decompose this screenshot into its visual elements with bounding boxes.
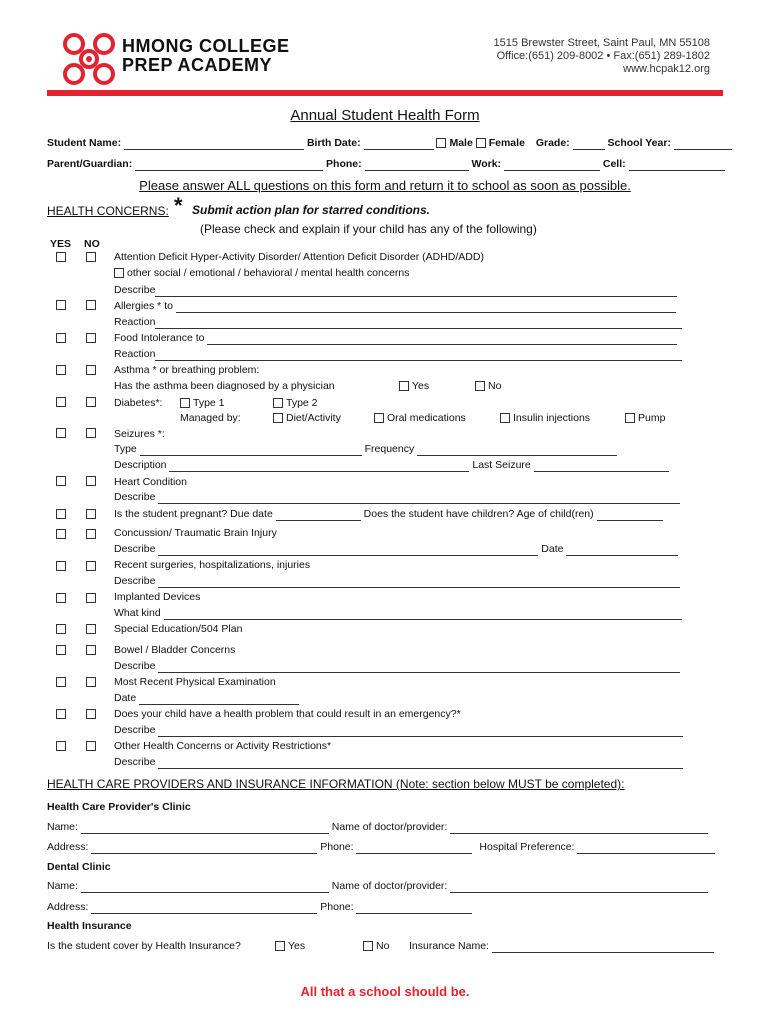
dental-phone-field[interactable]: [356, 902, 472, 914]
emergency-label: Does your child have a health problem that could result in an emergency?*: [114, 708, 461, 720]
clinic-address-field[interactable]: [91, 842, 317, 854]
asthma-yes-checkbox[interactable]: [399, 381, 409, 391]
name-label: Name:: [47, 880, 78, 892]
insulin-label: Insulin injections: [513, 412, 591, 424]
pump-checkbox[interactable]: [625, 413, 635, 423]
insulin-checkbox[interactable]: [500, 413, 510, 423]
school-phones: Office:(651) 209-8002 • Fax:(651) 289-1802: [496, 50, 710, 62]
adhd-describe-row: [114, 284, 677, 297]
children-label: Does the student have children? Age of child(ren): [363, 508, 594, 520]
clinic-phone-field[interactable]: [356, 842, 472, 854]
describe-label: Describe: [114, 543, 156, 555]
reaction-label: Reaction: [114, 348, 156, 360]
managed-by-label: Managed by:: [180, 412, 241, 424]
yes-checkbox[interactable]: [56, 365, 66, 375]
star-icon: *: [174, 193, 183, 218]
yes-checkbox[interactable]: [56, 252, 66, 262]
insurance-no-checkbox[interactable]: [363, 941, 373, 951]
asthma-question: Has the asthma been diagnosed by a physician: [114, 380, 335, 392]
birth-date-field[interactable]: [364, 138, 434, 150]
what-kind-label: What kind: [114, 607, 161, 619]
yes-checkbox[interactable]: [56, 645, 66, 655]
yes-checkbox[interactable]: [56, 677, 66, 687]
adhd-sub-label: other social / emotional / behavioral / mental health concerns: [127, 267, 410, 279]
starred-note: Submit action plan for starred conditions.: [192, 203, 431, 217]
clinic-name-row: [47, 821, 708, 834]
seizure-description-field[interactable]: [169, 460, 469, 472]
no-checkbox[interactable]: [86, 428, 96, 438]
no-checkbox[interactable]: [86, 397, 96, 407]
bowel-label: Bowel / Bladder Concerns: [114, 644, 236, 656]
describe-label: Describe: [114, 660, 156, 672]
work-label: Work:: [471, 158, 502, 170]
dental-name-row: [47, 880, 708, 893]
yes-checkbox[interactable]: [56, 561, 66, 571]
seizure-description-row: [114, 459, 669, 472]
insurance-name-label: Insurance Name:: [409, 940, 489, 952]
no-checkbox[interactable]: [86, 476, 96, 486]
yes-column-header: YES: [50, 238, 72, 250]
bowel-describe-row: [114, 660, 680, 673]
parent-info-row: [47, 158, 725, 171]
yes-checkbox[interactable]: [56, 709, 66, 719]
insurance-question: Is the student cover by Health Insurance?: [47, 940, 241, 952]
asthma-label: Asthma * or breathing problem:: [114, 364, 260, 376]
insurance-no-label: No: [376, 940, 390, 952]
describe-label: Describe: [114, 724, 156, 736]
no-checkbox[interactable]: [86, 624, 96, 634]
asthma-no-row: [475, 380, 501, 392]
yes-checkbox[interactable]: [56, 741, 66, 751]
type1-row: [180, 397, 225, 409]
seizure-type-row: [114, 443, 617, 456]
food-reaction-row: [114, 348, 682, 361]
food-label: Food Intolerance to: [114, 332, 205, 344]
insurance-no-row: [363, 940, 389, 952]
describe-label: Describe: [114, 756, 156, 768]
bowel-describe-field[interactable]: [158, 661, 680, 673]
no-checkbox[interactable]: [86, 529, 96, 539]
pump-row: [625, 412, 665, 424]
male-checkbox[interactable]: [436, 138, 446, 148]
food-field[interactable]: [207, 333, 677, 345]
no-checkbox[interactable]: [86, 677, 96, 687]
student-name-label: Student Name:: [47, 137, 122, 149]
physical-date-field[interactable]: [139, 693, 299, 705]
surgeries-label: Recent surgeries, hospitalizations, injuries: [114, 559, 311, 571]
implanted-label: Implanted Devices: [114, 591, 201, 603]
adhd-label: Attention Deficit Hyper-Activity Disorder/ Attention Deficit Disorder (ADHD/ADD): [114, 251, 484, 263]
parent-label: Parent/Guardian:: [47, 158, 133, 170]
implanted-kind-row: [114, 607, 682, 620]
type1-checkbox[interactable]: [180, 398, 190, 408]
school-name-line1: HMONG COLLEGE: [122, 36, 290, 56]
surgeries-describe-row: [114, 575, 680, 588]
oral-checkbox[interactable]: [374, 413, 384, 423]
instruction-text: Please answer ALL questions on this form and return it to school as soon as possible.: [139, 178, 631, 193]
allergy-reaction-field[interactable]: [155, 317, 682, 329]
diabetes-label: Diabetes*:: [114, 397, 163, 409]
asthma-yes-row: [399, 380, 429, 392]
describe-label: Describe: [114, 491, 156, 503]
doctor-label: Name of doctor/provider:: [331, 821, 448, 833]
providers-heading: HEALTH CARE PROVIDERS AND INSURANCE INFORMATION (Note: section below MUST be completed):: [47, 777, 625, 791]
adhd-sub-row: [114, 267, 410, 279]
school-address: 1515 Brewster Street, Saint Paul, MN 55108: [493, 37, 710, 49]
due-date-field[interactable]: [276, 509, 361, 521]
emergency-describe-row: [114, 724, 683, 737]
yes-checkbox[interactable]: [56, 529, 66, 539]
clinic-doctor-field[interactable]: [450, 822, 708, 834]
school-year-field[interactable]: [674, 138, 732, 150]
diet-checkbox[interactable]: [273, 413, 283, 423]
no-checkbox[interactable]: [86, 300, 96, 310]
student-name-field[interactable]: [124, 138, 304, 150]
adhd-sub-checkbox[interactable]: [114, 268, 124, 278]
no-checkbox[interactable]: [86, 252, 96, 262]
form-title: Annual Student Health Form: [290, 107, 480, 124]
special-ed-label: Special Education/504 Plan: [114, 623, 243, 635]
no-checkbox[interactable]: [86, 593, 96, 603]
hospital-field[interactable]: [577, 842, 715, 854]
children-age-field[interactable]: [597, 509, 663, 521]
cell-field[interactable]: [629, 159, 725, 171]
allergy-reaction-row: [114, 316, 682, 329]
other-label: Other Health Concerns or Activity Restrictions*: [114, 740, 332, 752]
allergies-field[interactable]: [176, 301, 676, 313]
describe-label: Describe: [114, 575, 156, 587]
doctor-label: Name of doctor/provider:: [331, 880, 448, 892]
type2-label: Type 2: [286, 397, 318, 409]
dental-name-field[interactable]: [81, 881, 329, 893]
work-field[interactable]: [504, 159, 600, 171]
yes-checkbox[interactable]: [56, 509, 66, 519]
insurance-heading: Health Insurance: [47, 920, 132, 932]
surgeries-describe-field[interactable]: [158, 576, 680, 588]
grade-field[interactable]: [573, 138, 605, 150]
food-row: [114, 332, 677, 345]
food-reaction-field[interactable]: [155, 349, 682, 361]
phone-label: Phone:: [320, 901, 354, 913]
no-checkbox[interactable]: [86, 709, 96, 719]
clinic-heading: Health Care Provider's Clinic: [47, 801, 191, 813]
seizures-label: Seizures *:: [114, 428, 165, 440]
no-checkbox[interactable]: [86, 333, 96, 343]
phone-field[interactable]: [365, 159, 469, 171]
insurance-name-row: [409, 940, 714, 953]
no-checkbox[interactable]: [86, 741, 96, 751]
phone-label: Phone:: [320, 841, 354, 853]
pregnant-row: [114, 508, 663, 521]
cell-label: Cell:: [602, 158, 626, 170]
implanted-kind-field[interactable]: [164, 608, 682, 620]
pump-label: Pump: [638, 412, 666, 424]
allergies-label: Allergies * to: [114, 300, 173, 312]
insulin-row: [500, 412, 590, 424]
seizure-frequency-field[interactable]: [417, 444, 617, 456]
yes-checkbox[interactable]: [56, 397, 66, 407]
pregnant-label: Is the student pregnant? Due date: [114, 508, 273, 520]
no-checkbox[interactable]: [86, 561, 96, 571]
adhd-describe-field[interactable]: [155, 285, 677, 297]
asthma-no-checkbox[interactable]: [475, 381, 485, 391]
type1-label: Type 1: [193, 397, 225, 409]
physical-date-row: [114, 692, 299, 705]
dental-doctor-field[interactable]: [450, 881, 708, 893]
phone-label: Phone:: [326, 158, 362, 170]
school-website: www.hcpak12.org: [623, 63, 710, 75]
hospital-label: Hospital Preference:: [479, 841, 575, 853]
frequency-label: Frequency: [364, 443, 415, 455]
clinic-name-field[interactable]: [81, 822, 329, 834]
last-seizure-field[interactable]: [534, 460, 669, 472]
other-describe-field[interactable]: [158, 757, 683, 769]
heart-describe-field[interactable]: [158, 492, 680, 504]
header-rule: [47, 90, 723, 96]
date-label: Date: [541, 543, 564, 555]
address-label: Address:: [47, 901, 89, 913]
last-seizure-label: Last Seizure: [472, 459, 531, 471]
seizure-type-field[interactable]: [140, 444, 362, 456]
physical-label: Most Recent Physical Examination: [114, 676, 276, 688]
school-tagline: All that a school should be.: [300, 984, 470, 999]
concussion-describe-field[interactable]: [158, 544, 538, 556]
school-year-label: School Year:: [607, 137, 671, 149]
concussion-label: Concussion/ Traumatic Brain Injury: [114, 527, 277, 539]
yes-checkbox[interactable]: [56, 428, 66, 438]
type2-row: [273, 397, 318, 409]
allergies-row: [114, 300, 676, 313]
concussion-date-field[interactable]: [566, 544, 678, 556]
no-column-header: NO: [84, 238, 100, 250]
yes-checkbox[interactable]: [56, 476, 66, 486]
school-name-line2: PREP ACADEMY: [122, 55, 273, 75]
clinic-address-row: [47, 841, 715, 854]
heart-describe-row: [114, 491, 680, 504]
yes-checkbox[interactable]: [56, 300, 66, 310]
health-concerns-heading: HEALTH CONCERNS:: [47, 204, 169, 218]
yes-checkbox[interactable]: [56, 593, 66, 603]
diet-row: [273, 412, 341, 424]
yes-checkbox[interactable]: [56, 333, 66, 343]
insurance-yes-row: [275, 940, 305, 952]
concussion-describe-row: [114, 543, 678, 556]
no-checkbox[interactable]: [86, 365, 96, 375]
heart-label: Heart Condition: [114, 476, 187, 488]
address-label: Address:: [47, 841, 89, 853]
no-checkbox[interactable]: [86, 645, 96, 655]
asthma-yes-label: Yes: [412, 380, 430, 392]
insurance-name-field[interactable]: [492, 941, 714, 953]
dental-heading: Dental Clinic: [47, 861, 111, 873]
insurance-yes-checkbox[interactable]: [275, 941, 285, 951]
parent-field[interactable]: [135, 159, 323, 171]
school-logo: [58, 28, 120, 90]
dental-address-row: [47, 901, 472, 914]
grade-label: Grade:: [535, 137, 570, 149]
male-label: Male: [449, 137, 473, 149]
emergency-describe-field[interactable]: [158, 725, 683, 737]
oral-row: [374, 412, 466, 424]
birth-date-label: Birth Date:: [306, 137, 361, 149]
female-label: Female: [488, 137, 525, 149]
diet-label: Diet/Activity: [286, 412, 341, 424]
asthma-no-label: No: [488, 380, 502, 392]
describe-label: Describe: [114, 284, 156, 296]
date-label: Date: [114, 692, 137, 704]
reaction-label: Reaction: [114, 316, 156, 328]
yes-checkbox[interactable]: [56, 624, 66, 634]
description-label: Description: [114, 459, 167, 471]
insurance-yes-label: Yes: [288, 940, 306, 952]
no-checkbox[interactable]: [86, 509, 96, 519]
oral-label: Oral medications: [387, 412, 466, 424]
dental-address-field[interactable]: [91, 902, 317, 914]
check-note: (Please check and explain if your child has any of the following): [200, 222, 537, 236]
female-checkbox[interactable]: [476, 138, 486, 148]
student-info-row: [47, 137, 732, 150]
other-describe-row: [114, 756, 683, 769]
name-label: Name:: [47, 821, 78, 833]
type2-checkbox[interactable]: [273, 398, 283, 408]
type-label: Type: [114, 443, 137, 455]
